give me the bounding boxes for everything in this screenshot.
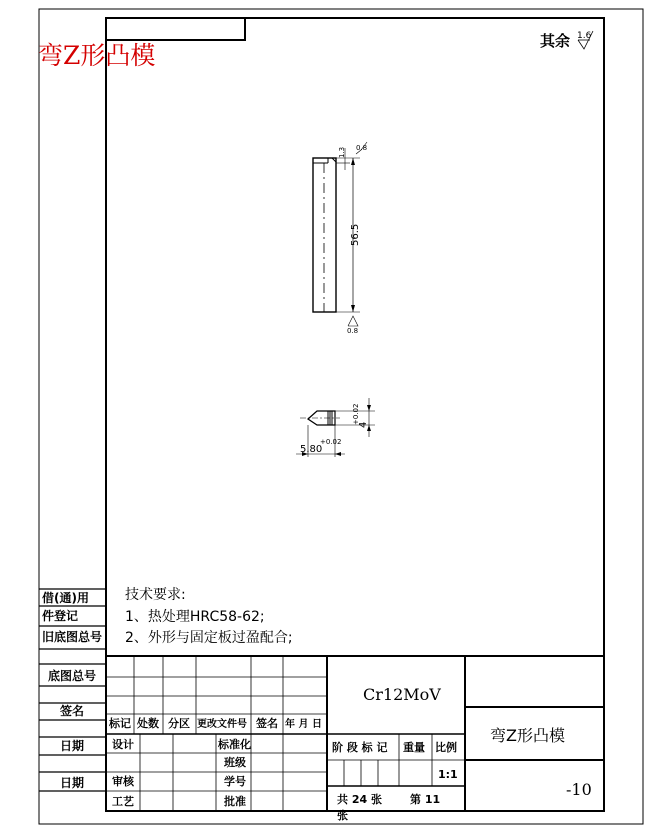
stage-header: 阶 段 标 记 — [332, 741, 388, 754]
dim-height-tol: +0.02 — [352, 403, 360, 425]
tech-req-line1: 1、热处理HRC58-62; — [125, 609, 265, 625]
role-design: 设计 — [112, 738, 134, 751]
role-standard: 标准化 — [218, 738, 251, 751]
side-date1: 日期 — [60, 739, 85, 753]
scale-value: 1:1 — [438, 768, 458, 781]
finish-top: 0.8 — [356, 144, 368, 152]
part-name: 弯Z形凸模 — [490, 726, 565, 745]
finish-bottom: 0.8 — [347, 327, 359, 335]
role-team: 班级 — [224, 756, 246, 769]
drawing-number: -10 — [566, 780, 592, 799]
sheet-number: 第 11 — [410, 793, 441, 806]
role-review: 审核 — [112, 775, 134, 788]
rev-header-count: 处数 — [137, 717, 159, 730]
side-sign: 签名 — [60, 704, 85, 718]
side-old-no: 旧底图总号 — [42, 630, 103, 644]
rev-header-zone: 分区 — [168, 717, 190, 730]
code-box — [106, 18, 245, 40]
dim-length: 56.5 — [350, 223, 361, 246]
finish-note-value: 1.6 — [577, 31, 592, 41]
rev-header-date: 年 月 日 — [285, 719, 322, 730]
dim-width-tol: +0.02 — [320, 438, 342, 446]
side-borrow: 借(通)用 — [42, 591, 89, 605]
rev-header-sign: 签名 — [256, 717, 278, 730]
material: Cr12MoV — [363, 685, 441, 704]
role-approve: 批准 — [224, 795, 246, 808]
sheet-count: 共 24 张 — [337, 793, 382, 806]
rev-header-mark: 标记 — [109, 717, 131, 730]
dim-width: 5.80 — [300, 444, 323, 455]
side-reg: 件登记 — [42, 609, 79, 623]
rev-header-docno: 更改文件号 — [197, 719, 247, 730]
dim-height: 4 — [358, 421, 369, 428]
role-student-no: 学号 — [224, 775, 246, 788]
side-date2: 日期 — [60, 776, 85, 790]
weight-header: 重量 — [403, 741, 425, 754]
ratio-header: 比例 — [435, 741, 457, 754]
side-base-no: 底图总号 — [48, 669, 97, 683]
finish-note-prefix: 其余 — [540, 32, 571, 50]
sheet-unit: 张 — [337, 809, 348, 822]
tech-req-heading: 技术要求: — [125, 587, 186, 603]
dim-top: 1.3 — [338, 146, 346, 158]
tech-req-line2: 2、外形与固定板过盈配合; — [125, 630, 293, 646]
outer-border — [39, 9, 643, 824]
red-title: 弯Z形凸模 — [38, 41, 156, 70]
role-process: 工艺 — [112, 795, 134, 808]
